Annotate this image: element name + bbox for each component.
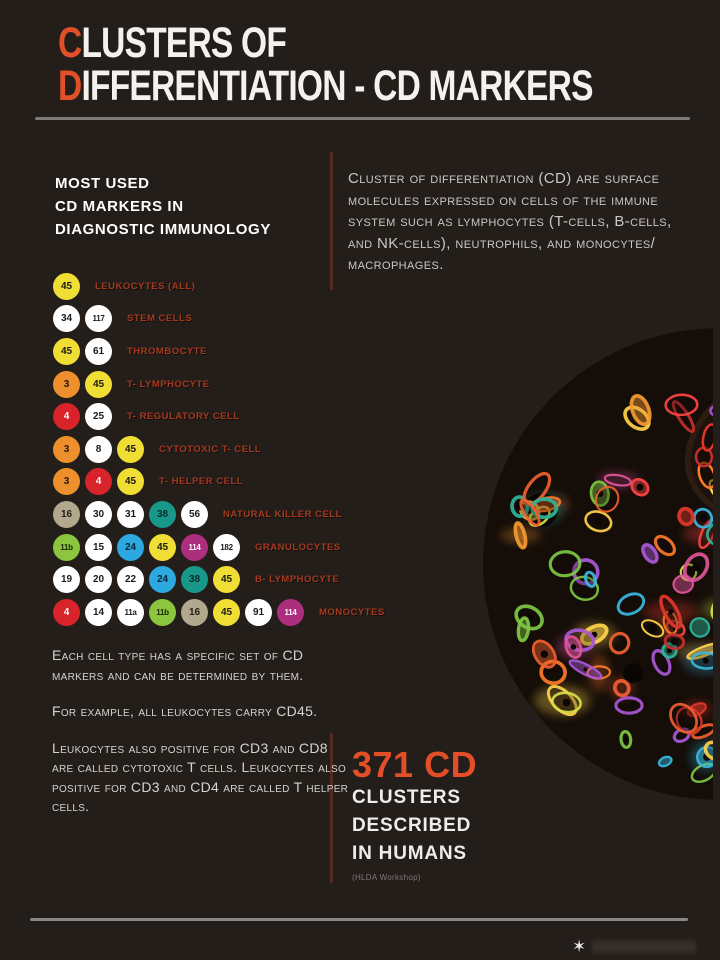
cd-marker-circle: 24	[149, 566, 176, 593]
title-line-2	[58, 62, 593, 110]
cd-marker-circle: 91	[245, 599, 272, 626]
footer-logo	[572, 938, 696, 955]
cd-marker-circle: 4	[53, 599, 80, 626]
footer-divider-line	[30, 918, 688, 921]
stat-sub-line: CLUSTERS	[352, 787, 461, 808]
section-heading-line: CD MARKERS IN	[55, 198, 184, 215]
cd-marker-circle: 45	[53, 273, 80, 300]
cd-marker-circle: 3	[53, 371, 80, 398]
cell-type-label: GRANULOCYTES	[255, 541, 341, 553]
cd-marker-circle: 16	[53, 501, 80, 528]
cd-marker-circle: 45	[117, 436, 144, 463]
title-divider-line	[35, 117, 690, 120]
cd-marker-circle: 22	[117, 566, 144, 593]
marker-row	[53, 596, 385, 629]
cell-type-label: T- HELPER CELL	[159, 476, 244, 488]
cell-type-label: MONOCYTES	[319, 606, 385, 618]
stat-footnote: (HLDA Workshop)	[352, 873, 421, 882]
stat-sub-line: DESCRIBED	[352, 815, 472, 836]
cd-marker-circle: 61	[85, 338, 112, 365]
cd-marker-circle: 4	[53, 403, 80, 430]
marker-row	[53, 466, 385, 499]
logo-wordmark	[592, 941, 696, 953]
cd-marker-circle: 114	[277, 599, 304, 626]
cell-type-label: T- REGULATORY CELL	[127, 411, 240, 423]
cd-marker-circle: 11b	[53, 534, 80, 561]
title-accent-d: D	[58, 62, 82, 110]
cd-marker-circle: 16	[181, 599, 208, 626]
cell-type-label: THROMBOCYTE	[127, 345, 207, 357]
stat-block	[352, 746, 477, 882]
title-line-1	[58, 19, 593, 67]
body-paragraph-2: For example, all leukocytes carry CD45.	[52, 703, 318, 719]
title-line-2-text: IFFERENTIATION - CD MARKERS	[81, 62, 593, 110]
cd-marker-circle: 38	[181, 566, 208, 593]
cd-marker-circle: 19	[53, 566, 80, 593]
cd-marker-circle: 45	[117, 468, 144, 495]
body-paragraph-3: Leukocytes also positive for CD3 and CD8 are called cytotoxic T cells. Leukocytes also positive for CD3 and CD4 are called T helper cells.	[52, 739, 349, 814]
cd-marker-circle: 11a	[117, 599, 144, 626]
marker-row	[53, 303, 385, 336]
cd-marker-circle: 45	[149, 534, 176, 561]
section-heading-line: DIAGNOSTIC IMMUNOLOGY	[55, 221, 271, 238]
microscopy-image	[483, 328, 713, 800]
cell-type-label: LEUKOCYTES (ALL)	[95, 280, 196, 292]
title-line-1-text: LUSTERS OF	[81, 19, 287, 67]
body-copy	[52, 646, 352, 834]
cd-marker-circle: 24	[117, 534, 144, 561]
cd-marker-circle: 4	[85, 468, 112, 495]
stat-headline: 371 CD	[352, 744, 478, 785]
marker-row	[53, 498, 385, 531]
cd-marker-circle: 3	[53, 468, 80, 495]
cd-marker-circle: 45	[53, 338, 80, 365]
intro-paragraph: Cluster of differentiation (CD) are surface molecules expressed on cells of the immune system such as lymphocytes (T-cells, B-cells, and NK-cells), neutrophils, and monocytes/ macrophages.	[348, 170, 672, 273]
cell-type-label: CYTOTOXIC T- CELL	[159, 443, 262, 455]
cd-marker-circle: 15	[85, 534, 112, 561]
cell-type-label: STEM CELLS	[127, 313, 193, 325]
marker-row	[53, 433, 385, 466]
cd-marker-circle: 117	[85, 305, 112, 332]
cd-marker-circle: 30	[85, 501, 112, 528]
microscopy-canvas	[483, 328, 713, 800]
page-title	[58, 19, 593, 110]
title-accent-c: C	[58, 19, 82, 67]
marker-row	[53, 563, 385, 596]
cd-marker-circle: 20	[85, 566, 112, 593]
section-heading-line: MOST USED	[55, 175, 150, 192]
marker-row	[53, 531, 385, 564]
cd-marker-circle: 11b	[149, 599, 176, 626]
cd-marker-circle: 45	[85, 371, 112, 398]
cd-marker-circle: 38	[149, 501, 176, 528]
section-heading	[55, 172, 271, 241]
star-icon: ✶	[572, 937, 587, 956]
cd-marker-circle: 31	[117, 501, 144, 528]
marker-row	[53, 400, 385, 433]
cell-type-label: NATURAL KILLER CELL	[223, 508, 342, 520]
cd-marker-circle: 8	[85, 436, 112, 463]
marker-row	[53, 368, 385, 401]
cd-marker-circle: 14	[85, 599, 112, 626]
body-paragraph-1: Each cell type has a specific set of CD markers and can be determined by them.	[52, 647, 304, 683]
marker-row	[53, 270, 385, 303]
cd-marker-circle: 34	[53, 305, 80, 332]
cd-marker-circle: 45	[213, 566, 240, 593]
cell-type-label: B- LYMPHOCYTE	[255, 574, 340, 586]
cd-marker-circle: 45	[213, 599, 240, 626]
stat-sub-line: IN HUMANS	[352, 843, 467, 864]
marker-row	[53, 335, 385, 368]
cd-marker-circle: 25	[85, 403, 112, 430]
marker-rows	[53, 270, 385, 629]
cd-marker-circle: 114	[181, 534, 208, 561]
cell-type-label: T- LYMPHOCYTE	[127, 378, 210, 390]
cd-marker-circle: 3	[53, 436, 80, 463]
cd-marker-circle: 56	[181, 501, 208, 528]
cd-marker-circle: 182	[213, 534, 240, 561]
